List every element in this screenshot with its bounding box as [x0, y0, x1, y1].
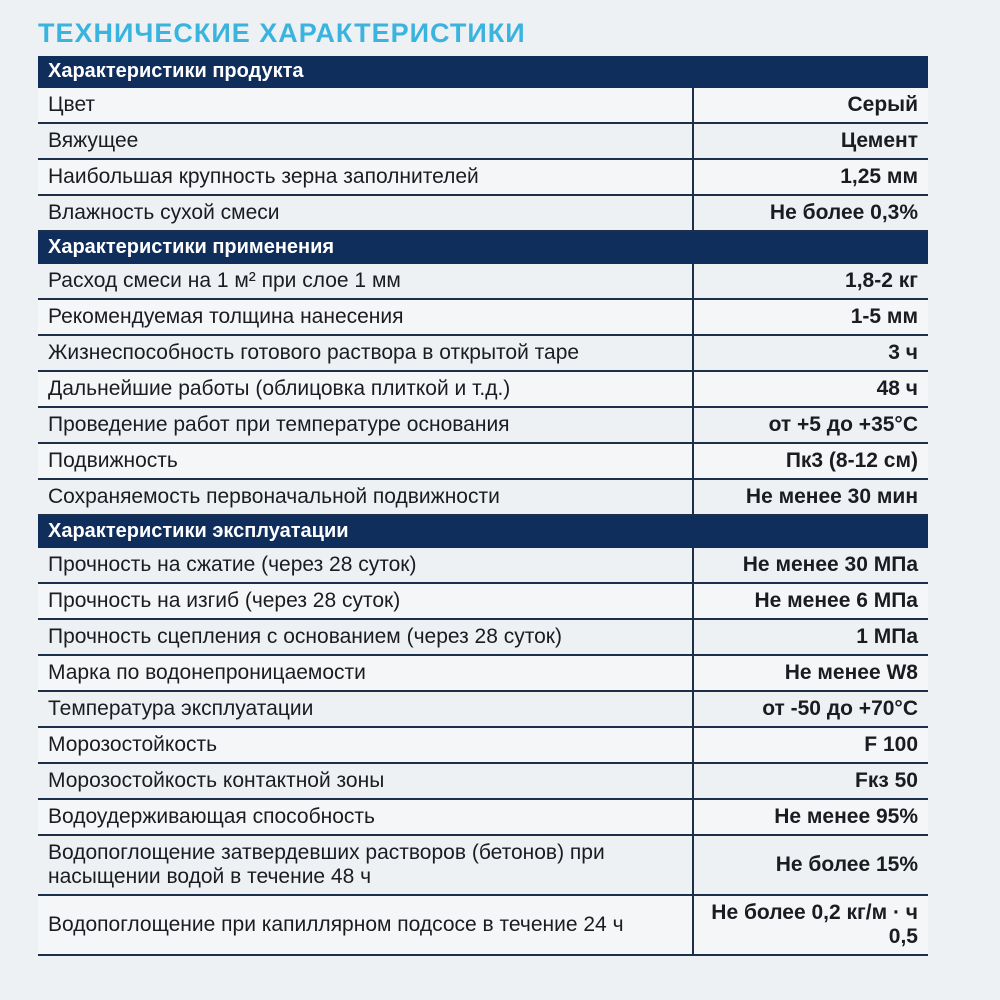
table-row — [38, 263, 928, 299]
row-value: 1 МПа — [693, 619, 928, 655]
row-name: Влажность сухой смеси — [38, 195, 693, 231]
table-row — [38, 299, 928, 335]
row-value: 1,25 мм — [693, 159, 928, 195]
row-value: F 100 — [693, 727, 928, 763]
row-name: Жизнеспособность готового раствора в открытой таре — [38, 335, 693, 371]
table-row — [38, 371, 928, 407]
section-title: Характеристики продукта — [38, 56, 928, 87]
table-row — [38, 583, 928, 619]
table-row — [38, 799, 928, 835]
row-name: Водоудерживающая способность — [38, 799, 693, 835]
table-row — [38, 87, 928, 123]
row-name: Марка по водонепроницаемости — [38, 655, 693, 691]
specifications-table — [38, 56, 928, 956]
row-value: Не менее 30 мин — [693, 479, 928, 515]
row-value: 1,8-2 кг — [693, 263, 928, 299]
row-value: Не более 0,2 кг/м · ч 0,5 — [693, 895, 928, 955]
row-value: Серый — [693, 87, 928, 123]
table-row — [38, 479, 928, 515]
row-name: Проведение работ при температуре основания — [38, 407, 693, 443]
section-header-operation — [38, 515, 928, 547]
row-value: от -50 до +70°С — [693, 691, 928, 727]
row-name: Рекомендуемая толщина нанесения — [38, 299, 693, 335]
table-row — [38, 763, 928, 799]
row-name: Цвет — [38, 87, 693, 123]
row-value: 1-5 мм — [693, 299, 928, 335]
table-row — [38, 547, 928, 583]
row-name: Расход смеси на 1 м² при слое 1 мм — [38, 263, 693, 299]
row-value: от +5 до +35°С — [693, 407, 928, 443]
row-name: Сохраняемость первоначальной подвижности — [38, 479, 693, 515]
table-row — [38, 727, 928, 763]
row-name: Прочность сцепления с основанием (через 28 суток) — [38, 619, 693, 655]
row-value: Fкз 50 — [693, 763, 928, 799]
row-value: Не менее 6 МПа — [693, 583, 928, 619]
row-value: Не менее 30 МПа — [693, 547, 928, 583]
section-title: Характеристики эксплуатации — [38, 515, 928, 547]
row-name: Наибольшая крупность зерна заполнителей — [38, 159, 693, 195]
row-value: Не менее W8 — [693, 655, 928, 691]
table-row — [38, 443, 928, 479]
row-name: Морозостойкость — [38, 727, 693, 763]
row-name: Вяжущее — [38, 123, 693, 159]
table-row — [38, 407, 928, 443]
table-row — [38, 123, 928, 159]
section-header-product — [38, 56, 928, 87]
table-row — [38, 895, 928, 955]
table-row — [38, 159, 928, 195]
table-row — [38, 655, 928, 691]
section-header-application — [38, 231, 928, 263]
table-row — [38, 835, 928, 895]
row-value: Не более 15% — [693, 835, 928, 895]
row-name: Прочность на сжатие (через 28 суток) — [38, 547, 693, 583]
table-row — [38, 335, 928, 371]
row-value: 3 ч — [693, 335, 928, 371]
table-row — [38, 691, 928, 727]
row-name: Температура эксплуатации — [38, 691, 693, 727]
row-name: Подвижность — [38, 443, 693, 479]
row-name: Водопоглощение при капиллярном подсосе в течение 24 ч — [38, 895, 693, 955]
row-name: Дальнейшие работы (облицовка плиткой и т.д.) — [38, 371, 693, 407]
section-title: Характеристики применения — [38, 231, 928, 263]
row-name: Морозостойкость контактной зоны — [38, 763, 693, 799]
row-name: Прочность на изгиб (через 28 суток) — [38, 583, 693, 619]
table-row — [38, 195, 928, 231]
row-name: Водопоглощение затвердевших растворов (бетонов) при насыщении водой в течение 48 ч — [38, 835, 693, 895]
table-row — [38, 619, 928, 655]
page-title: ТЕХНИЧЕСКИЕ ХАРАКТЕРИСТИКИ — [38, 18, 526, 48]
row-value: Не более 0,3% — [693, 195, 928, 231]
row-value: 48 ч — [693, 371, 928, 407]
row-value: Не менее 95% — [693, 799, 928, 835]
row-value: Пк3 (8-12 см) — [693, 443, 928, 479]
row-value: Цемент — [693, 123, 928, 159]
